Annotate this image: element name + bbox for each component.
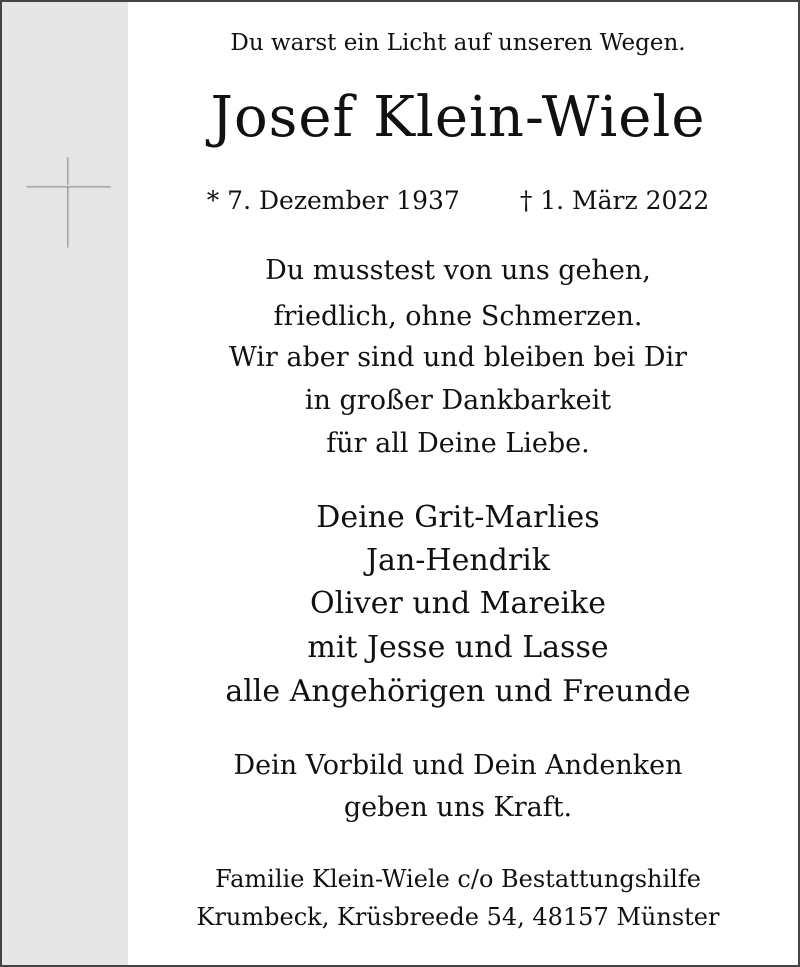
cross-icon [26, 157, 110, 247]
life-dates [128, 186, 788, 215]
mourner-line: mit Jesse und Lasse [307, 630, 609, 665]
mourner-line: Deine Grit-Marlies [316, 500, 600, 535]
verse-line: Du musstest von uns gehen, [265, 255, 651, 286]
address-line: Krumbeck, Krüsbreede 54, 48157 Münster [196, 903, 720, 931]
death-date: † 1. März 2022 [519, 186, 710, 215]
mourner-line: Oliver und Mareike [310, 586, 606, 621]
address-line: Familie Klein-Wiele c/o Bestattungshilfe [215, 865, 701, 893]
closing-line: geben uns Kraft. [343, 792, 573, 823]
motto: Du warst ein Licht auf unseren Wegen. [230, 30, 686, 56]
verse-line: friedlich, ohne Schmerzen. [273, 301, 643, 332]
verse-line: in großer Dankbarkeit [304, 385, 612, 416]
verse-line: für all Deine Liebe. [326, 428, 590, 459]
verse-line: Wir aber sind und bleiben bei Dir [228, 342, 688, 373]
mourner-line: Jan-Hendrik [366, 543, 550, 578]
sidebar-panel [2, 2, 128, 965]
closing-line: Dein Vorbild und Dein Andenken [233, 750, 683, 781]
birth-date: * 7. Dezember 1937 [206, 186, 460, 215]
deceased-name: Josef Klein-Wiele [210, 85, 706, 150]
mourner-line: alle Angehörigen und Freunde [225, 674, 691, 709]
